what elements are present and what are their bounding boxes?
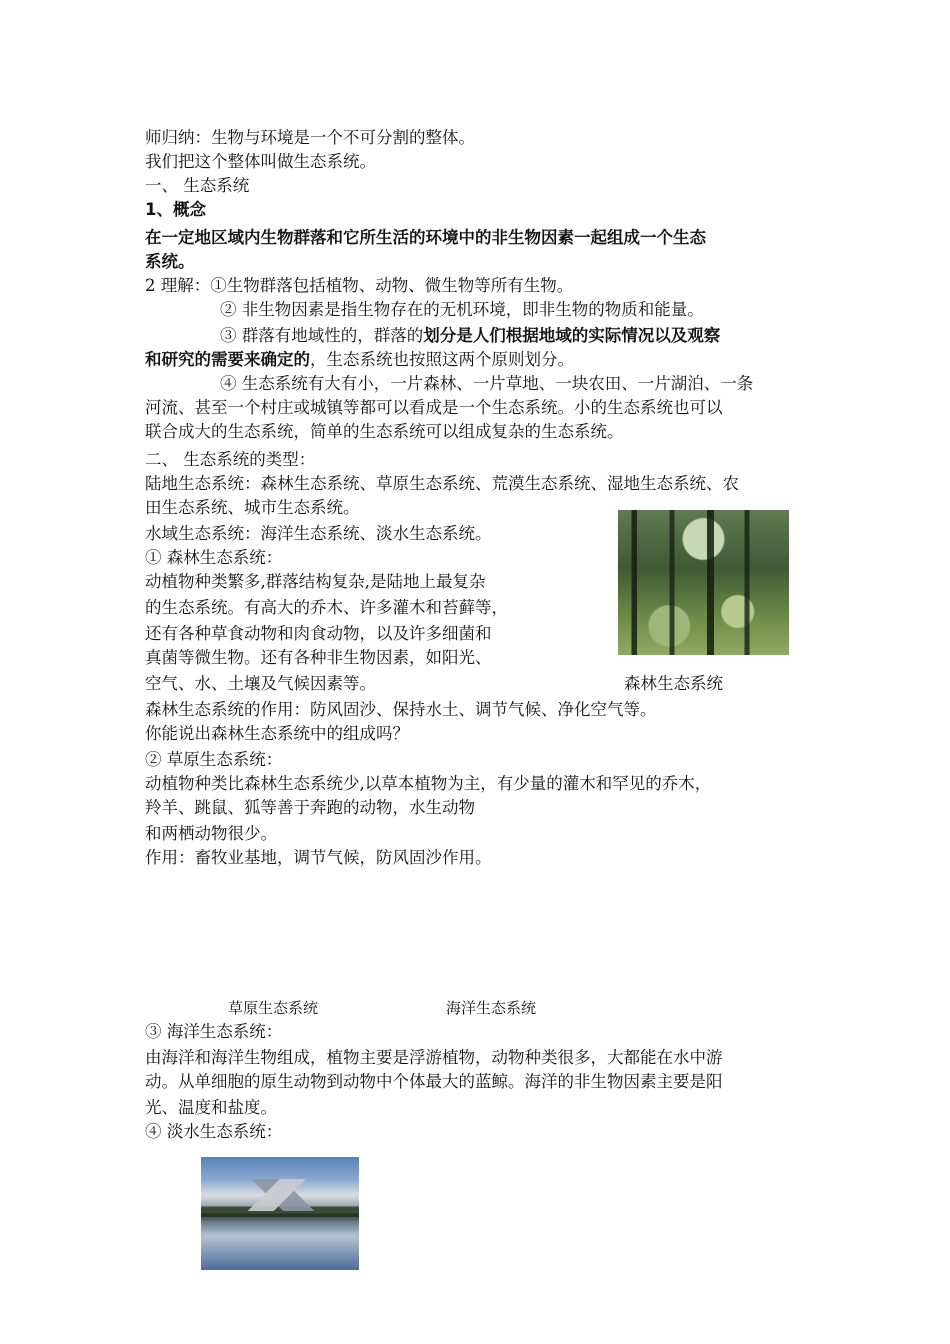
subheading-freshwater: ④ 淡水生态系统： [145, 1122, 283, 1141]
text-line: 动。从单细胞的原生动物到动物中个体最大的蓝鲸。海洋的非生物因素主要是阳 [145, 1072, 723, 1091]
definition-line: 系统。 [145, 252, 195, 271]
text-line: 动植物种类比森林生态系统少,以草本植物为主，有少量的灌木和罕见的乔木， [145, 774, 712, 793]
text-line: 由海洋和海洋生物组成，植物主要是浮游植物，动物种类很多，大都能在水中游 [145, 1048, 723, 1067]
ocean-caption: 海洋生态系统 [446, 999, 537, 1017]
subheading-concept: 1、概念 [145, 200, 206, 219]
text-line: 动植物种类繁多,群落结构复杂,是陆地上最复杂 [145, 572, 486, 591]
text-line: 真菌等微生物。还有各种非生物因素，如阳光、 [145, 648, 492, 667]
text-line: 河流、甚至一个村庄或城镇等都可以看成是一个生态系统。小的生态系统也可以 [145, 398, 723, 417]
grassland-caption: 草原生态系统 [228, 999, 319, 1017]
text-line: 和研究的需要来确定的，生态系统也按照这两个原则划分。 [145, 350, 574, 369]
text-line: 光、温度和盐度。 [145, 1098, 277, 1117]
text-line: 陆地生态系统：森林生态系统、草原生态系统、荒漠生态系统、湿地生态系统、农 [145, 474, 739, 493]
forest-caption: 森林生态系统 [624, 674, 723, 693]
text-line: 联合成大的生态系统，简单的生态系统可以组成复杂的生态系统。 [145, 422, 624, 441]
text-line: 空气、水、土壤及气候因素等。 [145, 674, 376, 693]
text-line: 羚羊、跳鼠、狐等善于奔跑的动物，水生动物 [145, 798, 475, 817]
section-heading-2: 二、 生态系统的类型： [145, 450, 316, 469]
subheading-ocean: ③ 海洋生态系统： [145, 1022, 283, 1041]
forest-photo [618, 510, 789, 655]
text-line: 和两栖动物很少。 [145, 824, 277, 843]
text-line: ④ 生态系统有大有小，一片森林、一片草地、一块农田、一片湖泊、一条 [220, 374, 754, 393]
text-line: ③ 群落有地域性的，群落的划分是人们根据地域的实际情况以及观察 [220, 326, 721, 345]
text-line: 还有各种草食动物和肉食动物，以及许多细菌和 [145, 624, 492, 643]
lake-photo [201, 1157, 359, 1270]
text-line: 水域生态系统：海洋生态系统、淡水生态系统。 [145, 524, 492, 543]
text-line: 你能说出森林生态系统中的组成吗？ [145, 724, 409, 743]
text-line: 作用：畜牧业基地，调节气候，防风固沙作用。 [145, 848, 492, 867]
text-line: 森林生态系统的作用：防风固沙、保持水土、调节气候、净化空气等。 [145, 700, 657, 719]
subheading-grassland: ② 草原生态系统： [145, 750, 283, 769]
text-line: ② 非生物因素是指生物存在的无机环境，即非生物的物质和能量。 [220, 300, 704, 319]
text-line: 师归纳：生物与环境是一个不可分割的整体。 [145, 128, 475, 147]
subheading-forest: ① 森林生态系统： [145, 548, 283, 567]
definition-line: 在一定地区域内生物群落和它所生活的环境中的非生物因素一起组成一个生态 [145, 228, 706, 247]
text-line: 田生态系统、城市生态系统。 [145, 498, 360, 517]
text-line: 我们把这个整体叫做生态系统。 [145, 152, 376, 171]
text-line: 的生态系统。有高大的乔木、许多灌木和苔藓等， [145, 598, 508, 617]
section-heading-1: 一、 生态系统 [145, 176, 250, 195]
text-line: 2 理解：①生物群落包括植物、动物、微生物等所有生物。 [145, 276, 574, 295]
